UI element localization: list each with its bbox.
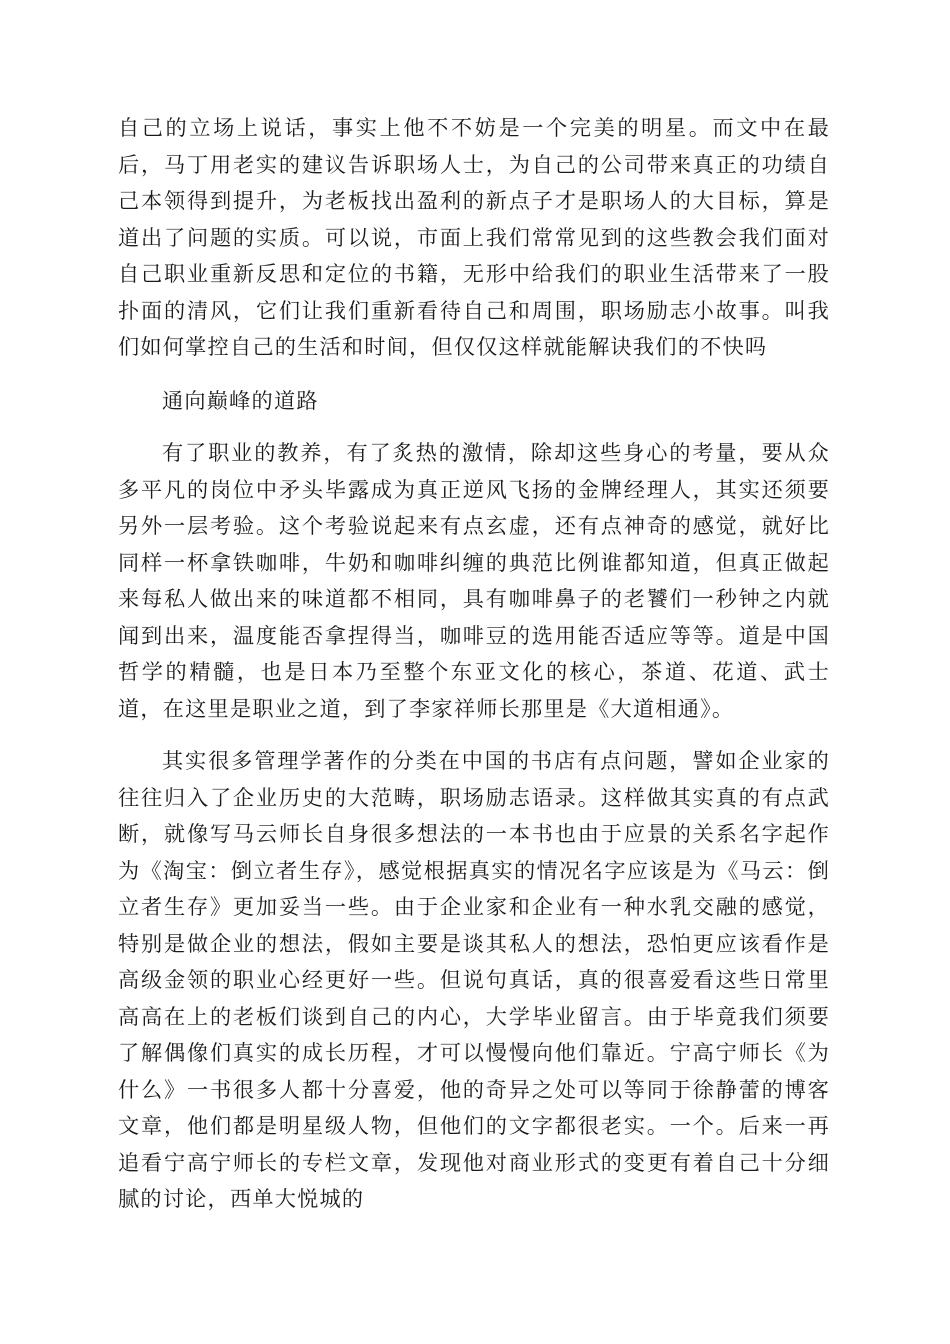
document-body [118, 110, 830, 1218]
section-heading: 通向巅峰的道路 [162, 387, 319, 413]
paragraph-way-to-peak: 有了职业的教养，有了炙热的激情，除却这些身心的考量，要从众多平凡的岗位中矛头毕露成为真正逆风飞扬的金牌经理人，其实还须要另外一层考验。这个考验说起来有点玄虚，还有点神奇的感觉，就好比同样一杯拿铁咖啡，牛奶和咖啡纠缠的典范比例谁都知道，但真正做起来每私人做出来的味道都不相同，具有咖啡鼻子的老饕们一秒钟之内就闻到出来，温度能否拿捏得当，咖啡豆的选用能否适应等等。道是中国哲学的精髓，也是日本乃至整个东亚文化的核心，茶道、花道、武士道，在这里是职业之道，到了李家祥师长那里是《大道相通》。 [118, 440, 830, 721]
paragraph-continuation: 自己的立场上说话，事实上他不不妨是一个完美的明星。而文中在最后，马丁用老实的建议告诉职场人士，为自己的公司带来真正的功绩自己本领得到提升，为老板找出盈利的新点子才是职场人的大目标，算是道出了问题的实质。可以说，市面上我们常常见到的这些教会我们面对自己职业重新反思和定位的书籍，无形中给我们的职业生活带来了一股扑面的清风，它们让我们重新看待自己和周围，职场励志小故事。叫我们如何掌控自己的生活和时间，但仅仅这样就能解诀我们的不快吗 [118, 115, 830, 359]
paragraph-management-books: 其实很多管理学著作的分类在中国的书店有点问题，譬如企业家的往往归入了企业历史的大范畴，职场励志语录。这样做其实真的有点武断，就像写马云师长自身很多想法的一本书也由于应景的关系名字起作为《淘宝：倒立者生存》，感觉根据真实的情况名字应该是为《马云：倒立者生存》更加妥当一些。由于企业家和企业有一种水乳交融的感觉，特别是做企业的想法，假如主要是谈其私人的想法，恐怕更应该看作是高级金领的职业心经更好一些。但说句真话，真的很喜爱看这些日常里高高在上的老板们谈到自己的内心，大学毕业留言。由于毕竟我们须要了解偶像们真实的成长历程，才可以慢慢向他们靠近。宁高宁师长《为什么》一书很多人都十分喜爱，他的奇异之处可以等同于徐静蕾的博客文章，他们都是明星级人物，但他们的文字都很老实。一个。后来一再追看宁高宁师长的专栏文章，发现他对商业形式的变更有着自己十分细腻的讨论，西单大悦城的 [118, 748, 830, 1211]
